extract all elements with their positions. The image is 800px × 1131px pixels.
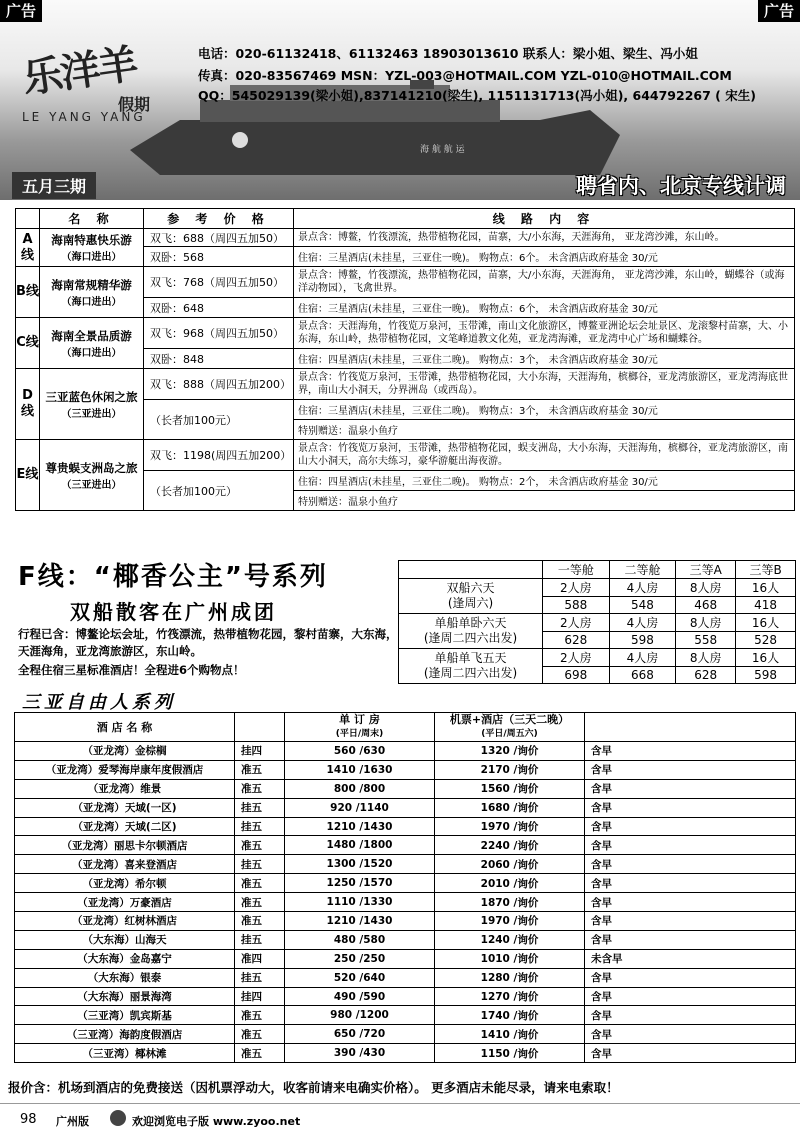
f-price-route-name-2: (逢周六) [447,596,494,610]
f-price-room-row [399,579,796,597]
route-name-cell [40,318,144,369]
hotel-breakfast: 含早 [585,855,796,874]
hotel-breakfast: 含早 [585,912,796,931]
hotel-row [15,760,796,779]
f-price-room-row [399,649,796,667]
route-line-label: C线 [16,318,40,369]
hotel-star: 准五 [235,836,285,855]
route-stay: 住宿：三星酒店(未挂星，三亚住二晚)。 购物点：3个， 未含酒店政府基金 30/元 [294,400,795,420]
hotel-room-price: 1210 /1430 [285,817,435,836]
publication-logo-icon [110,1110,126,1126]
hotel-breakfast: 含早 [585,779,796,798]
route-name: 海南全景品质游 [51,328,132,343]
hotel-header-room [285,713,435,742]
f-price-value: 588 [543,597,610,614]
route-price-1: 双飞：688（周四五加50） [144,229,294,247]
hotel-star: 准五 [235,1044,285,1063]
hotel-room-price: 1110 /1330 [285,893,435,912]
f-price-header-blank [399,561,543,579]
hotel-name: （亚龙湾）喜来登酒店 [15,855,235,874]
hotel-package-price: 1970 /询价 [435,912,585,931]
route-price-2: 双卧：848 [144,349,294,369]
hotel-room-price: 560 /630 [285,742,435,761]
footer-bar [0,1103,800,1131]
routes-header-blank [16,209,40,229]
f-price-route-name-2: (逢周二四六出发) [423,631,518,645]
hotel-package-price: 1410 /询价 [435,1025,585,1044]
f-price-room-type: 4人房 [609,579,676,597]
f-price-route-name [399,649,543,684]
hotel-header-package-label: 机票+酒店（三天二晚） [449,713,570,726]
hotel-package-price: 2010 /询价 [435,874,585,893]
hotel-table [14,712,796,1063]
issue-label: 五月三期 [12,172,96,199]
hotel-name: （亚龙湾）维景 [15,779,235,798]
hotel-name: （三亚湾）凯宾斯基 [15,1006,235,1025]
hotel-row [15,817,796,836]
hotel-star: 准五 [235,1025,285,1044]
logo-english-text: LE YANG YANG [22,110,146,124]
hotel-breakfast: 含早 [585,987,796,1006]
route-line-label: E线 [16,440,40,511]
f-price-room-type: 8人房 [676,579,736,597]
hotel-breakfast: 含早 [585,893,796,912]
f-price-room-type: 2人房 [543,579,610,597]
f-price-room-type: 16人 [736,649,796,667]
hotel-name: （大东海）丽景海湾 [15,987,235,1006]
hotel-row [15,912,796,931]
ship-name-text: 海 航 航 运 [420,145,465,155]
f-line-subtitle: 双船散客在广州成团 [70,600,277,624]
hotel-breakfast: 含早 [585,1006,796,1025]
hotel-header-star [235,713,285,742]
hotel-package-price: 1010 /询价 [435,949,585,968]
hotel-star: 挂四 [235,987,285,1006]
hotel-row [15,1006,796,1025]
f-price-header: 三等B [736,561,796,579]
f-price-header: 二等舱 [609,561,676,579]
route-name: 尊贵蜈支洲岛之旅 [45,460,138,475]
routes-header-name: 名 称 [40,209,144,229]
contact-phone: 电话：020-61132418、61132463 18903013610 联系人：梁小姐、梁生、冯小姐 [198,46,698,61]
f-price-room-type: 2人房 [543,649,610,667]
hotel-package-price: 1740 /询价 [435,1006,585,1025]
f-price-header: 一等舱 [543,561,610,579]
hotel-room-price: 650 /720 [285,1025,435,1044]
route-detail: 景点含：竹筏览万泉河，玉带滩，热带植物花园，大小东海，天涯海角，槟榔谷，亚龙湾旅游区，亚龙湾海底世界，南山大小洞天，分界洲岛（或西岛）。 [294,369,795,400]
hotel-name: （亚龙湾）万豪酒店 [15,893,235,912]
routes-header-content: 线 路 内 容 [294,209,795,229]
headline: 聘省内、北京专线计调 [576,174,786,198]
ad-tag-right: 广告 [758,0,800,22]
f-price-route-name-1: 双船六天 [446,581,495,595]
f-price-header: 三等A [676,561,736,579]
route-name: 海南特惠快乐游 [51,233,132,247]
hotel-room-price: 980 /1200 [285,1006,435,1025]
route-row [16,267,795,298]
f-price-value: 668 [609,667,676,684]
route-row [16,229,795,247]
hotel-room-price: 1210 /1430 [285,912,435,931]
hotel-star: 准五 [235,874,285,893]
hotel-row [15,855,796,874]
route-detail: 景点含：博鳌，竹筏漂流，热带植物花园，苗寨，大/小东海，天涯海角， 亚龙湾沙滩，东山岭。 [294,229,795,247]
hotel-breakfast: 含早 [585,798,796,817]
edition-label: 广州版 [56,1115,89,1128]
hotel-header-breakfast [585,713,796,742]
hotel-breakfast: 含早 [585,1044,796,1063]
hotel-star: 准五 [235,912,285,931]
f-price-value: 558 [676,632,736,649]
f-price-value: 698 [543,667,610,684]
hotel-name: （亚龙湾）天域(一区) [15,798,235,817]
f-price-route-name-1: 单船单卧六天 [434,616,507,630]
f-price-room-type: 16人 [736,579,796,597]
route-price-2: 双卧：648 [144,298,294,318]
hotel-package-price: 2240 /询价 [435,836,585,855]
hotel-room-price: 1300 /1520 [285,855,435,874]
f-price-value: 598 [609,632,676,649]
route-name-cell [40,440,144,511]
hotel-name: （亚龙湾）爱琴海岸康年度假酒店 [15,760,235,779]
f-price-route-name [399,579,543,614]
route-name-cell [40,229,144,267]
hotel-room-price: 1410 /1630 [285,760,435,779]
price-includes-note: 报价含：机场到酒店的免费接送（因机票浮动大，收客前请来电确实价格）。 更多酒店未能尽录，请来电索取！ [8,1080,619,1095]
route-price-1: 双飞：888（周四五加200） [144,369,294,400]
f-price-value: 548 [609,597,676,614]
f-price-room-type: 2人房 [543,614,610,632]
hotel-row [15,893,796,912]
f-price-room-row [399,614,796,632]
hotel-room-price: 800 /800 [285,779,435,798]
hotel-package-price: 2060 /询价 [435,855,585,874]
hotel-star: 挂五 [235,968,285,987]
hotel-breakfast: 含早 [585,817,796,836]
logo-main-text: 乐洋羊 [19,40,140,103]
f-price-route-name-2: (逢周二四六出发) [423,666,518,680]
hotel-breakfast: 含早 [585,1025,796,1044]
route-detail: 景点含：竹筏览万泉河，玉带滩，热带植物花园，蜈支洲岛，大小东海，天涯海角，槟榔谷，亚龙湾旅游区，南山大小洞天，高尔夫练习，豪华游艇出海夜游。 [294,440,795,471]
f-price-value: 628 [676,667,736,684]
hotel-package-price: 1970 /询价 [435,817,585,836]
hotel-name: （大东海）金岛嘉宁 [15,949,235,968]
hotel-breakfast: 含早 [585,874,796,893]
hotel-name: （大东海）山海天 [15,930,235,949]
route-stay: 住宿：三星酒店(未挂星，三亚住一晚)。 购物点：6个， 未含酒店政府基金 30/元 [294,298,795,318]
route-name-cell [40,369,144,440]
route-price-2: （长者加100元） [144,400,294,440]
hotel-header-room-label: 单 订 房 [339,713,380,726]
hotel-name: （大东海）银泰 [15,968,235,987]
f-price-route-name-1: 单船单飞五天 [434,651,507,665]
route-port: （三亚进出） [61,479,122,491]
f-price-route-name [399,614,543,649]
route-row [16,369,795,400]
hotel-row [15,1044,796,1063]
page-number: 98 [20,1112,37,1127]
f-line-title: F线：“椰香公主”号系列 [18,562,328,592]
f-price-room-type: 8人房 [676,614,736,632]
hotel-package-price: 1870 /询价 [435,893,585,912]
route-price-2: 双卧：568 [144,247,294,267]
contact-fax-msn: 传真：020-83567469 MSN：YZL-003@HOTMAIL.COM YZL-010@HOTMAIL.COM [198,68,732,83]
f-line-itinerary: 行程已含：博鳌论坛会址，竹筏漂流，热带植物花园，黎村苗寨，大东海，天涯海角，亚龙湾旅游区，东山岭。 [18,627,398,658]
route-port: （三亚进出） [61,408,122,420]
route-price-1: 双飞：1198(周四五加200） [144,440,294,471]
route-row [16,318,795,349]
route-gift: 特别赠送：温泉小鱼疗 [294,491,795,511]
route-price-1: 双飞：968（周四五加50） [144,318,294,349]
route-line-label: D线 [16,369,40,440]
hotel-room-price: 250 /250 [285,949,435,968]
hotel-package-price: 1280 /询价 [435,968,585,987]
logo-sub-text: 假期 [118,95,151,114]
f-price-room-type: 16人 [736,614,796,632]
hotel-star: 准五 [235,893,285,912]
f-price-value: 418 [736,597,796,614]
hotel-name: （亚龙湾）丽思卡尔顿酒店 [15,836,235,855]
hotel-name: （三亚湾）椰林滩 [15,1044,235,1063]
hotel-package-price: 1240 /询价 [435,930,585,949]
ad-tag-left: 广告 [0,0,42,22]
hotel-row [15,1025,796,1044]
hotel-star: 挂四 [235,742,285,761]
route-detail: 景点含：博鳌，竹筏漂流，热带植物花园，苗寨，大/小东海，天涯海角， 亚龙湾沙滩，东山岭，蝴蝶谷（或海洋动物园），飞禽世界。 [294,267,795,298]
hotel-row [15,968,796,987]
route-port: （海口进出） [61,347,122,359]
f-price-value: 528 [736,632,796,649]
hotel-star: 准四 [235,949,285,968]
hotel-row [15,836,796,855]
route-port: （海口进出） [61,296,122,308]
hotel-package-price: 1150 /询价 [435,1044,585,1063]
hotel-row [15,742,796,761]
contact-qq: QQ：545029139(梁小姐),837141210(梁生), 1151131713(冯小姐), 644792267 ( 宋生) [198,88,756,103]
route-gift: 特别赠送：温泉小鱼疗 [294,420,795,440]
route-price-1: 双飞：768（周四五加50） [144,267,294,298]
route-line-label: B线 [16,267,40,318]
sanya-series-title: 三亚自由人系列 [22,692,176,713]
footer-website-text[interactable]: 欢迎浏览电子版 www.zyoo.net [132,1115,301,1128]
route-price-2: （长者加100元） [144,471,294,511]
hotel-breakfast: 未含早 [585,949,796,968]
hotel-star: 挂五 [235,798,285,817]
hotel-header-package [435,713,585,742]
route-stay: 住宿：四星酒店(未挂星，三亚住二晚)。 购物点：2个， 未含酒店政府基金 30/元 [294,471,795,491]
hotel-package-price: 1560 /询价 [435,779,585,798]
hotel-star: 准五 [235,1006,285,1025]
hotel-package-price: 1320 /询价 [435,742,585,761]
hotel-name: （亚龙湾）金棕榈 [15,742,235,761]
f-price-value: 598 [736,667,796,684]
route-name: 三亚蓝色休闲之旅 [45,389,138,404]
routes-header-price: 参 考 价 格 [144,209,294,229]
route-name: 海南常规精华游 [51,277,132,292]
hotel-star: 挂五 [235,817,285,836]
hotel-room-price: 390 /430 [285,1044,435,1063]
hotel-room-price: 1480 /1800 [285,836,435,855]
hotel-star: 挂五 [235,930,285,949]
hotel-breakfast: 含早 [585,760,796,779]
hotel-package-price: 1270 /询价 [435,987,585,1006]
f-line-price-table [398,560,796,684]
hotel-row [15,930,796,949]
hotel-name: （亚龙湾）天域(二区) [15,817,235,836]
routes-table [15,208,795,511]
hotel-star: 准五 [235,779,285,798]
route-port: （海口进出） [61,252,122,263]
hotel-breakfast: 含早 [585,930,796,949]
route-stay: 住宿：四星酒店(未挂星，三亚住二晚)。 购物点：3个， 未含酒店政府基金 30/元 [294,349,795,369]
hotel-breakfast: 含早 [585,968,796,987]
route-row [16,440,795,471]
hotel-header-package-sub: (平日/周五六) [481,729,538,739]
route-name-cell [40,267,144,318]
hotel-name: （三亚湾）海韵度假酒店 [15,1025,235,1044]
route-line-label: A线 [16,229,40,267]
f-price-room-type: 4人房 [609,649,676,667]
hotel-name: （亚龙湾）红树林酒店 [15,912,235,931]
hotel-row [15,949,796,968]
hotel-header-room-sub: (平日/周末) [335,729,384,739]
hotel-star: 挂五 [235,855,285,874]
f-price-room-type: 8人房 [676,649,736,667]
f-price-value: 468 [676,597,736,614]
hotel-breakfast: 含早 [585,836,796,855]
hotel-row [15,987,796,1006]
hotel-package-price: 2170 /询价 [435,760,585,779]
hotel-header-name: 酒 店 名 称 [15,713,235,742]
route-detail: 景点含：天涯海角，竹筏览万泉河，玉带滩，南山文化旅游区，博鳌亚洲论坛会址景区、龙滚黎村苗寨，大、小东海，东山岭，热带植物花园，文笔峰道教文化苑，亚龙湾海滩，亚龙湾中心广场和蝴蝶谷。 [294,318,795,349]
route-stay: 住宿：三星酒店(未挂星，三亚住一晚)。 购物点：6个。 未含酒店政府基金 30/元 [294,247,795,267]
hotel-row [15,798,796,817]
hotel-package-price: 1680 /询价 [435,798,585,817]
hotel-row [15,874,796,893]
hotel-room-price: 920 /1140 [285,798,435,817]
hotel-name: （亚龙湾）希尔顿 [15,874,235,893]
f-price-value: 628 [543,632,610,649]
company-logo [19,30,192,130]
hotel-room-price: 1250 /1570 [285,874,435,893]
hotel-room-price: 520 /640 [285,968,435,987]
header-banner [0,0,800,200]
f-line-note: 全程住宿三星标准酒店！全程进6个购物点！ [18,663,245,677]
hotel-room-price: 490 /590 [285,987,435,1006]
hotel-row [15,779,796,798]
hotel-breakfast: 含早 [585,742,796,761]
hotel-star: 准五 [235,760,285,779]
f-price-room-type: 4人房 [609,614,676,632]
hotel-room-price: 480 /580 [285,930,435,949]
